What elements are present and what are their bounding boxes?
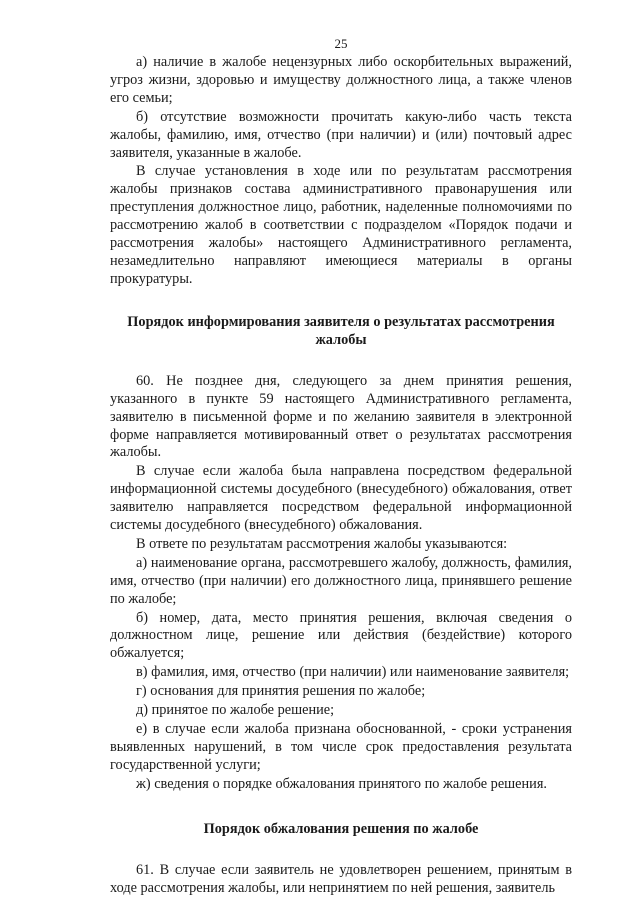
page-number: 25 bbox=[334, 36, 348, 51]
list-item-a: а) наименование органа, рассмотревшего жалобу, должность, фамилия, имя, отчество (при наличии) его должностного лица, принявшего решение по жалобе; bbox=[110, 554, 572, 607]
paragraph-prosecution: В случае установления в ходе или по результатам рассмотрения жалобы признаков состава административного правонарушения или преступления должностное лицо, работник, наделенные полномочиями по рассмотрению жалоб в соответствии с подразделом «Порядок подачи и рассмотрения жалобы» настоящего Административного регламента, незамедлительно направляют имеющиеся материалы в органы прокуратуры. bbox=[110, 163, 572, 287]
section-heading-appeal: Порядок обжалования решения по жалобе bbox=[203, 820, 479, 837]
list-item-e: е) в случае если жалоба признана обоснованной, - сроки устранения выявленных нарушений, в том числе срок предоставления результата государственной услуги; bbox=[110, 721, 572, 773]
paragraph-60: 60. Не позднее дня, следующего за днем принятия решения, указанного в пункте 59 настоящего Административного регламента, заявителю в письменной форме и по желанию заявителя в электронной форме направляется мотивированный ответ о результатах рассмотрения жалобы. bbox=[110, 372, 572, 461]
paragraph-response-contents: В ответе по результатам рассмотрения жалобы указываются: bbox=[136, 535, 508, 552]
paragraph-item-b: б) отсутствие возможности прочитать какую-либо часть текста жалобы, фамилию, имя, отчество (при наличии) и (или) почтовый адрес заявителя, указанные в жалобе. bbox=[110, 108, 572, 161]
paragraph-61: 61. В случае если заявитель не удовлетворен решением, принятым в ходе рассмотрения жалобы, или непринятием по ней решения, заявитель bbox=[110, 861, 572, 896]
list-item-d: д) принятое по жалобе решение; bbox=[136, 702, 335, 719]
document-page bbox=[110, 36, 572, 898]
list-item-zh: ж) сведения о порядке обжалования принятого по жалобе решения. bbox=[136, 775, 547, 792]
list-item-v: в) фамилия, имя, отчество (при наличии) или наименование заявителя; bbox=[136, 664, 570, 681]
paragraph-federal-system: В случае если жалоба была направлена посредством федеральной информационной системы досудебного (внесудебного) обжалования, ответ заявителю направляется посредством федеральной информационной системы досудебного (внесудебного) обжалования. bbox=[110, 463, 572, 534]
section-heading-informing: Порядок информирования заявителя о результатах рассмотрения жалобы bbox=[127, 313, 555, 348]
paragraph-item-a: а) наличие в жалобе нецензурных либо оскорбительных выражений, угроз жизни, здоровью и имуществу должностного лица, а также членов его семьи; bbox=[110, 54, 572, 106]
list-item-g: г) основания для принятия решения по жалобе; bbox=[136, 683, 426, 700]
list-item-b: б) номер, дата, место принятия решения, включая сведения о должностном лице, решение или действия (бездействие) которого обжалуется; bbox=[110, 609, 572, 662]
